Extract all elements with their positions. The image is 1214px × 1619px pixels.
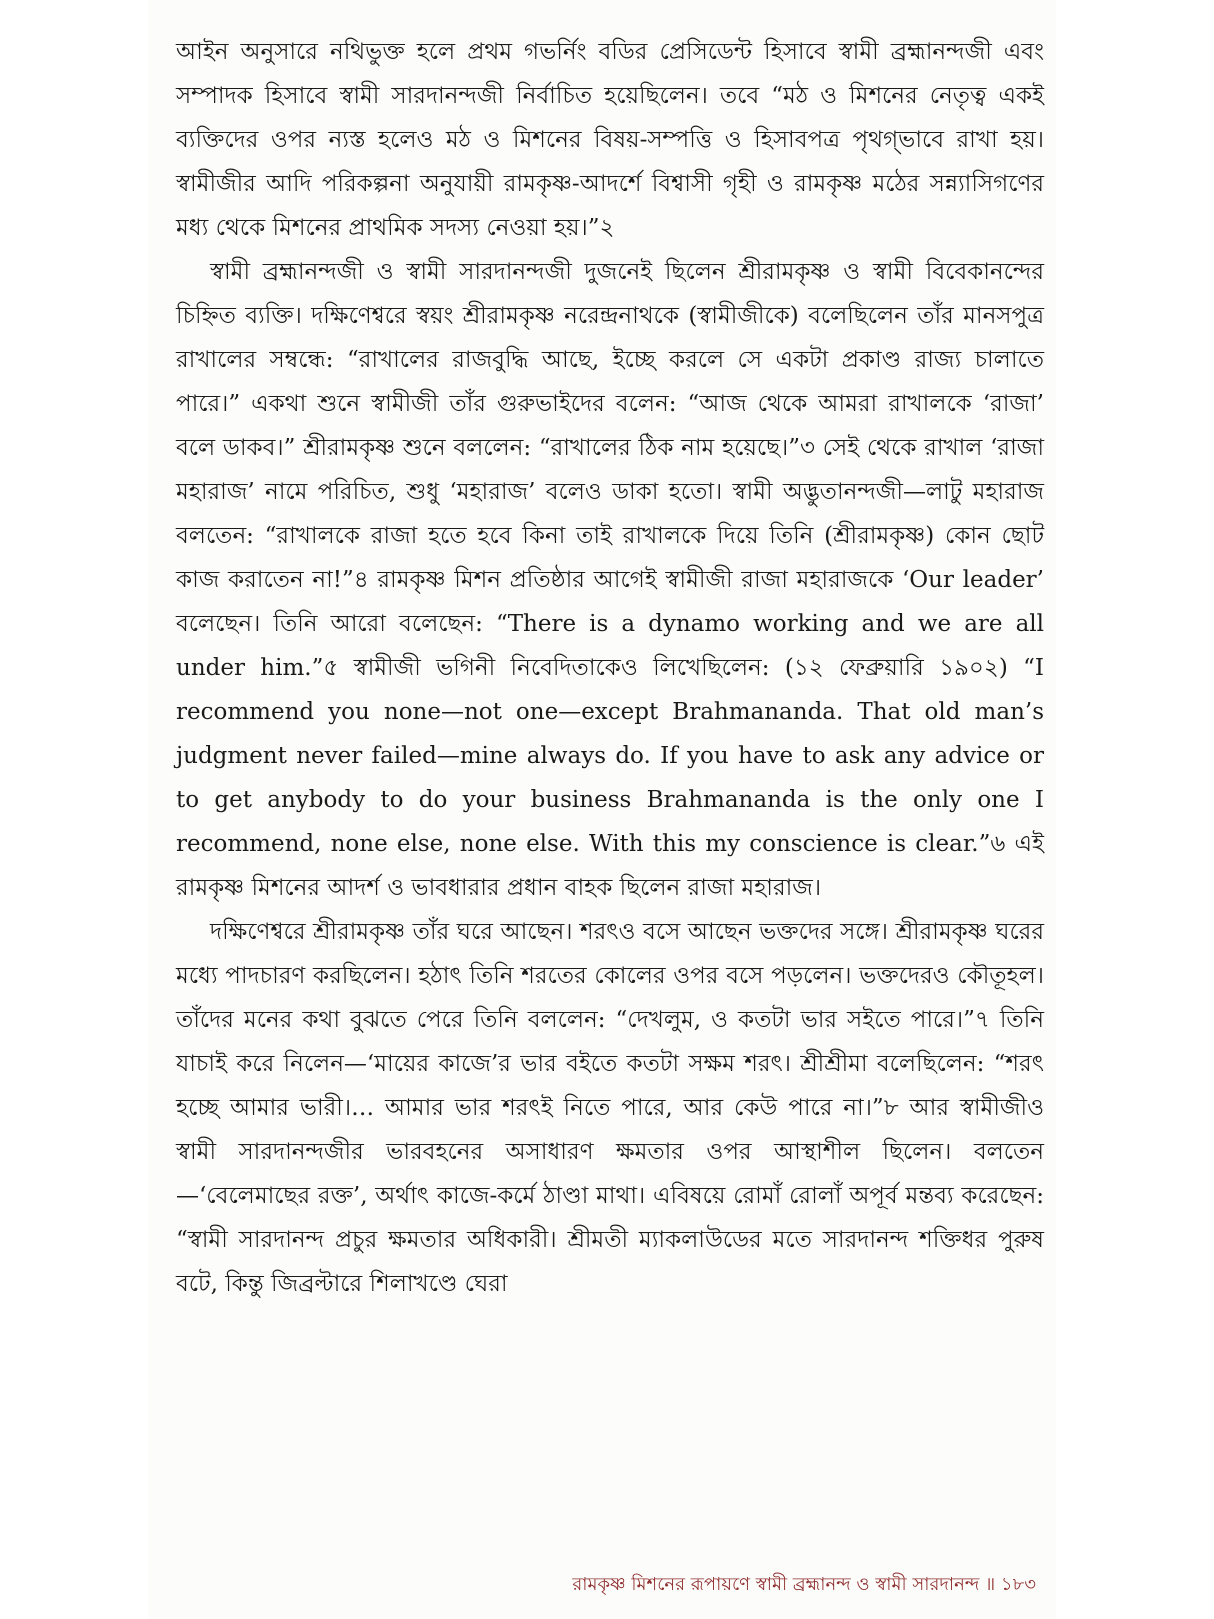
paragraph-1: আইন অনুসারে নথিভুক্ত হলে প্রথম গভর্নিং বডির প্রেসিডেন্ট হিসাবে স্বামী ব্রহ্মানন্দজী এবং সম্পাদক হিসাবে স্বামী সারদানন্দজী নির্বাচিত হয়েছিলেন। তবে “মঠ ও মিশনের নেতৃত্ব একই ব্যক্তিদের ওপর ন্যস্ত হলেও মঠ ও মিশনের বিষয়-সম্পত্তি ও হিসাবপত্র পৃথগ্‌ভাবে রাখা হয়। স্বামীজীর আদি পরিকল্পনা অনুযায়ী রামকৃষ্ণ-আদর্শে বিশ্বাসী গৃহী ও রামকৃষ্ণ মঠের সন্ন্যাসিগণের মধ্য থেকে মিশনের প্রাথমিক সদস্য নেওয়া হয়।”২	[176, 39, 1044, 241]
book-page	[148, 0, 1056, 1619]
body-text	[176, 30, 1044, 1306]
running-title: রামকৃষ্ণ মিশনের রূপায়ণে স্বামী ব্রহ্মানন্দ ও স্বামী সারদানন্দ	[572, 1574, 980, 1595]
footer-separator: ॥	[985, 1574, 996, 1595]
page-footer	[572, 1570, 1036, 1601]
paragraph-2: স্বামী ব্রহ্মানন্দজী ও স্বামী সারদানন্দজী দুজনেই ছিলেন শ্রীরামকৃষ্ণ ও স্বামী বিবেকানন্দের চিহ্নিত ব্যক্তি। দক্ষিণেশ্বরে স্বয়ং শ্রীরামকৃষ্ণ নরেন্দ্রনাথকে (স্বামীজীকে) বলেছিলেন তাঁর মানসপুত্র রাখালের সম্বন্ধে: “রাখালের রাজবুদ্ধি আছে, ইচ্ছে করলে সে একটা প্রকাণ্ড রাজ্য চালাতে পারে।” একথা শুনে স্বামীজী তাঁর গুরুভাইদের বলেন: “আজ থেকে আমরা রাখালকে ‘রাজা’ বলে ডাকব।” শ্রীরামকৃষ্ণ শুনে বললেন: “রাখালের ঠিক নাম হয়েছে।”৩ সেই থেকে রাখাল ‘রাজা মহারাজ’ নামে পরিচিত, শুধু ‘মহারাজ’ বলেও ডাকা হতো। স্বামী অদ্ভুতানন্দজী—লাটু মহারাজ বলতেন: “রাখালকে রাজা হতে হবে কিনা তাই রাখালকে দিয়ে তিনি (শ্রীরামকৃষ্ণ) কোন ছোট কাজ করাতেন না!”৪ রামকৃষ্ণ মিশন প্রতিষ্ঠার আগেই স্বামীজী রাজা মহারাজকে ‘Our leader’ বলেছেন। তিনি আরো বলেছেন: “There is a dynamo working and we are all under him.”৫ স্বামীজী ভগিনী নিবেদিতাকেও লিখেছিলেন: (১২ ফেব্রুয়ারি ১৯০২) “I recommend you none—not one—except Brahmananda. That old man’s judgment never failed—mine always do. If you have to ask any advice or to get anybody to do your business Brahmananda is the only one I recommend, none else, none else. With this my conscience is clear.”৬ এই রামকৃষ্ণ মিশনের আদর্শ ও ভাবধারার প্রধান বাহক ছিলেন রাজা মহারাজ।	[176, 259, 1044, 901]
paragraph-3: দক্ষিণেশ্বরে শ্রীরামকৃষ্ণ তাঁর ঘরে আছেন। শরৎও বসে আছেন ভক্তদের সঙ্গে। শ্রীরামকৃষ্ণ ঘরের মধ্যে পাদচারণ করছিলেন। হঠাৎ তিনি শরতের কোলের ওপর বসে পড়লেন। ভক্তদেরও কৌতূহল। তাঁদের মনের কথা বুঝতে পেরে তিনি বললেন: “দেখলুম, ও কতটা ভার সইতে পারে।”৭ তিনি যাচাই করে নিলেন—‘মায়ের কাজে’র ভার বইতে কতটা সক্ষম শরৎ। শ্রীশ্রীমা বলেছিলেন: “শরৎ হচ্ছে আমার ভারী।… আমার ভার শরৎই নিতে পারে, আর কেউ পারে না।”৮ আর স্বামীজীও স্বামী সারদানন্দজীর ভারবহনের অসাধারণ ক্ষমতার ওপর আস্থাশীল ছিলেন। বলতেন—‘বেলেমাছের রক্ত’, অর্থাৎ কাজে-কর্মে ঠাণ্ডা মাথা। এবিষয়ে রোমাঁ রোলাঁ অপূর্ব মন্তব্য করেছেন: “স্বামী সারদানন্দ প্রচুর ক্ষমতার অধিকারী। শ্রীমতী ম্যাকলাউডের মতে সারদানন্দ শক্তিধর পুরুষ বটে, কিন্তু জিব্রল্টারে শিলাখণ্ডে ঘেরা	[176, 919, 1044, 1297]
page-number: ১৮৩	[1000, 1574, 1036, 1595]
